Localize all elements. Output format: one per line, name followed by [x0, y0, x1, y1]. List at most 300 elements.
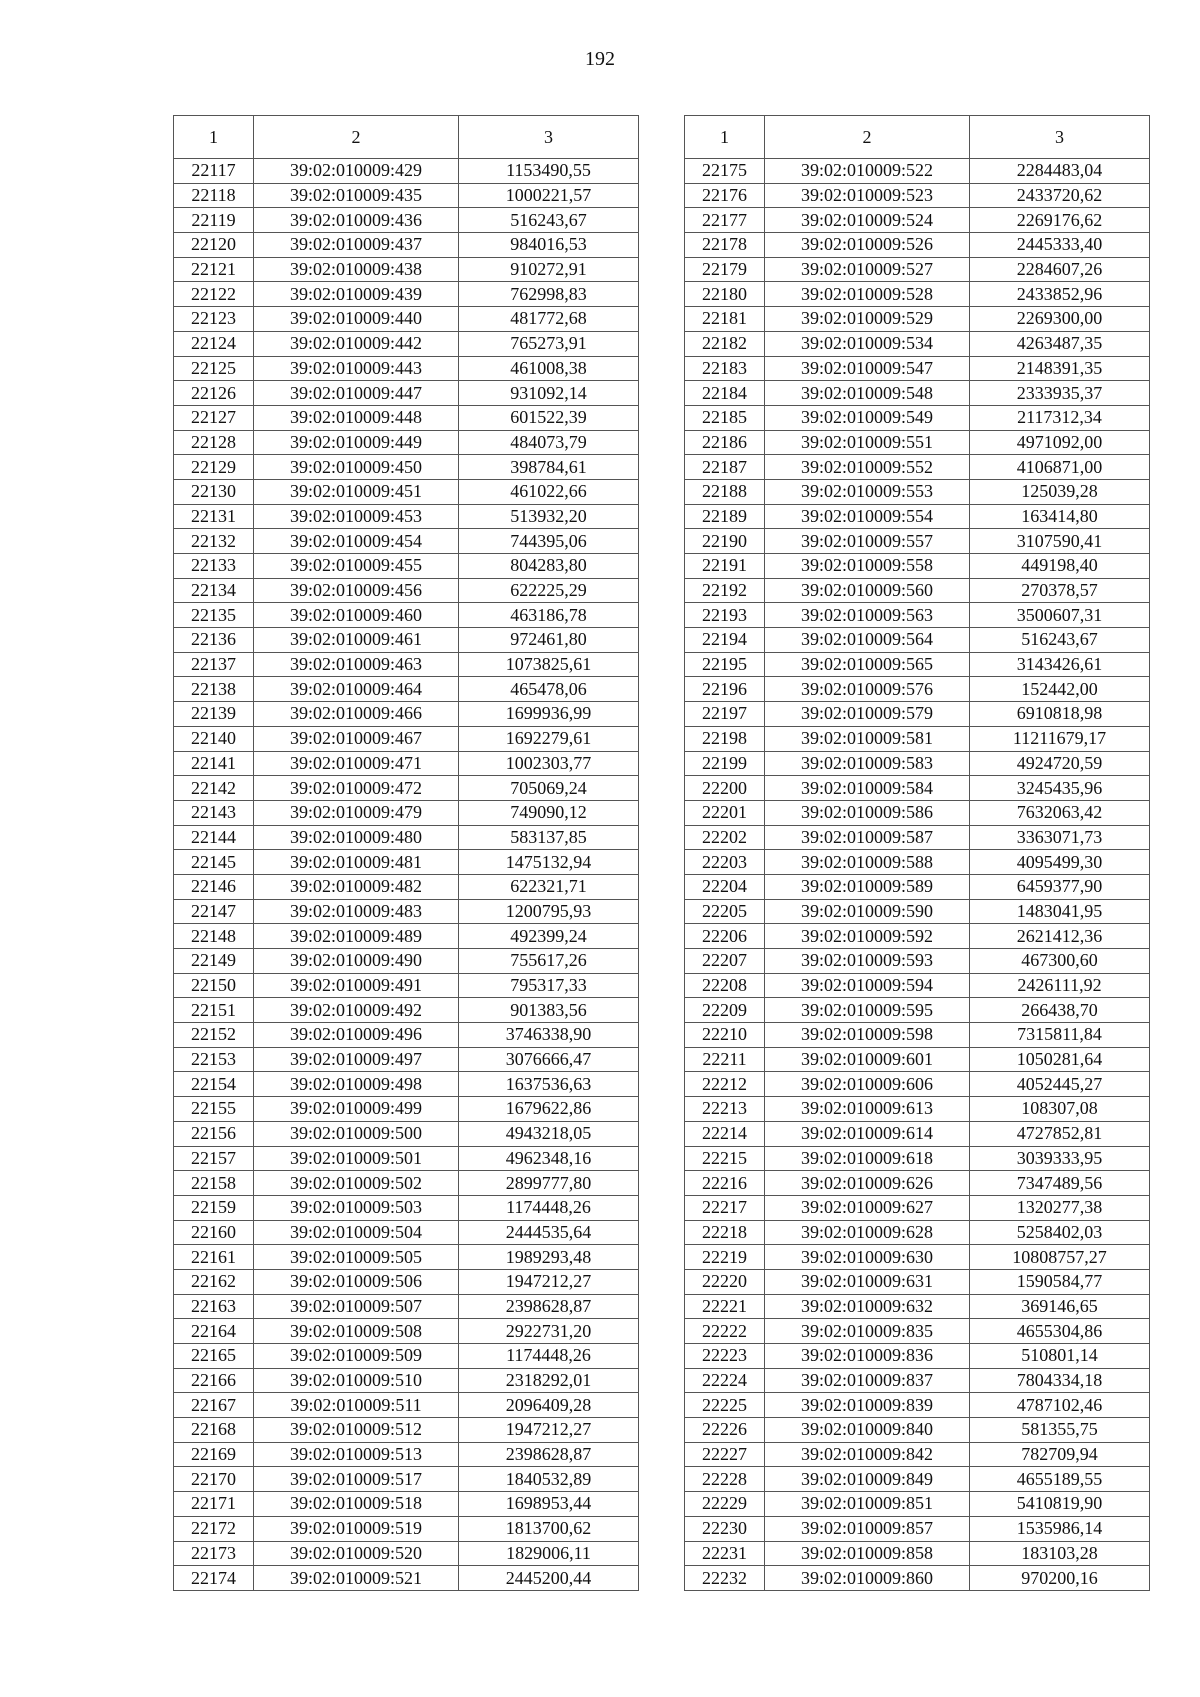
row-number-cell: 22181 — [685, 307, 765, 332]
row-number-cell: 22124 — [174, 331, 254, 356]
table-row — [685, 554, 1150, 579]
row-number-cell: 22231 — [685, 1541, 765, 1566]
table-row — [174, 1121, 639, 1146]
value-cell: 125039,28 — [970, 479, 1150, 504]
row-number-cell: 22192 — [685, 578, 765, 603]
cadastral-number-cell: 39:02:010009:448 — [254, 405, 459, 430]
row-number-cell: 22152 — [174, 1023, 254, 1048]
cadastral-number-cell: 39:02:010009:586 — [765, 800, 970, 825]
row-number-cell: 22176 — [685, 183, 765, 208]
value-cell: 4106871,00 — [970, 455, 1150, 480]
table-row — [174, 1566, 639, 1591]
table-row — [174, 504, 639, 529]
row-number-cell: 22199 — [685, 751, 765, 776]
row-number-cell: 22172 — [174, 1516, 254, 1541]
row-number-cell: 22159 — [174, 1195, 254, 1220]
cadastral-number-cell: 39:02:010009:518 — [254, 1492, 459, 1517]
cadastral-number-cell: 39:02:010009:439 — [254, 282, 459, 307]
cadastral-number-cell: 39:02:010009:858 — [765, 1541, 970, 1566]
table-row — [685, 1171, 1150, 1196]
row-number-cell: 22210 — [685, 1023, 765, 1048]
row-number-cell: 22230 — [685, 1516, 765, 1541]
value-cell: 4787102,46 — [970, 1393, 1150, 1418]
value-cell: 1813700,62 — [459, 1516, 639, 1541]
value-cell: 1840532,89 — [459, 1467, 639, 1492]
value-cell: 2433720,62 — [970, 183, 1150, 208]
cadastral-number-cell: 39:02:010009:496 — [254, 1023, 459, 1048]
value-cell: 481772,68 — [459, 307, 639, 332]
value-cell: 152442,00 — [970, 677, 1150, 702]
value-cell: 972461,80 — [459, 628, 639, 653]
value-cell: 463186,78 — [459, 603, 639, 628]
row-number-cell: 22150 — [174, 973, 254, 998]
column-header-3: 3 — [459, 116, 639, 159]
value-cell: 1002303,77 — [459, 751, 639, 776]
table-row — [174, 282, 639, 307]
row-number-cell: 22186 — [685, 430, 765, 455]
cadastral-number-cell: 39:02:010009:857 — [765, 1516, 970, 1541]
value-cell: 1829006,11 — [459, 1541, 639, 1566]
table-row — [685, 899, 1150, 924]
cadastral-number-cell: 39:02:010009:450 — [254, 455, 459, 480]
value-cell: 7347489,56 — [970, 1171, 1150, 1196]
table-row — [174, 603, 639, 628]
row-number-cell: 22183 — [685, 356, 765, 381]
table-row — [174, 628, 639, 653]
row-number-cell: 22204 — [685, 874, 765, 899]
column-header-3: 3 — [970, 116, 1150, 159]
value-cell: 705069,24 — [459, 776, 639, 801]
row-number-cell: 22130 — [174, 479, 254, 504]
value-cell: 510801,14 — [970, 1344, 1150, 1369]
value-cell: 3107590,41 — [970, 529, 1150, 554]
row-number-cell: 22126 — [174, 381, 254, 406]
cadastral-number-cell: 39:02:010009:548 — [765, 381, 970, 406]
row-number-cell: 22216 — [685, 1171, 765, 1196]
cadastral-number-cell: 39:02:010009:524 — [765, 208, 970, 233]
row-number-cell: 22174 — [174, 1566, 254, 1591]
table-row — [685, 356, 1150, 381]
table-row — [174, 800, 639, 825]
value-cell: 3076666,47 — [459, 1047, 639, 1072]
value-cell: 516243,67 — [970, 628, 1150, 653]
row-number-cell: 22118 — [174, 183, 254, 208]
table-row — [685, 874, 1150, 899]
row-number-cell: 22175 — [685, 159, 765, 184]
value-cell: 2445333,40 — [970, 233, 1150, 258]
table-row — [174, 825, 639, 850]
cadastral-number-cell: 39:02:010009:463 — [254, 652, 459, 677]
table-row — [685, 1269, 1150, 1294]
table-row — [685, 1220, 1150, 1245]
value-cell: 4095499,30 — [970, 850, 1150, 875]
row-number-cell: 22178 — [685, 233, 765, 258]
value-cell: 2117312,34 — [970, 405, 1150, 430]
value-cell: 484073,79 — [459, 430, 639, 455]
cadastral-number-cell: 39:02:010009:587 — [765, 825, 970, 850]
table-row — [174, 874, 639, 899]
value-cell: 583137,85 — [459, 825, 639, 850]
row-number-cell: 22132 — [174, 529, 254, 554]
value-cell: 2284607,26 — [970, 257, 1150, 282]
table-row — [174, 1294, 639, 1319]
table-row — [685, 726, 1150, 751]
row-number-cell: 22182 — [685, 331, 765, 356]
value-cell: 461022,66 — [459, 479, 639, 504]
row-number-cell: 22133 — [174, 554, 254, 579]
cadastral-number-cell: 39:02:010009:500 — [254, 1121, 459, 1146]
cadastral-number-cell: 39:02:010009:534 — [765, 331, 970, 356]
cadastral-number-cell: 39:02:010009:581 — [765, 726, 970, 751]
cadastral-number-cell: 39:02:010009:447 — [254, 381, 459, 406]
value-cell: 369146,65 — [970, 1294, 1150, 1319]
table-row — [174, 1047, 639, 1072]
value-cell: 1475132,94 — [459, 850, 639, 875]
table-row — [685, 1294, 1150, 1319]
table-row — [174, 1368, 639, 1393]
cadastral-number-cell: 39:02:010009:437 — [254, 233, 459, 258]
row-number-cell: 22209 — [685, 998, 765, 1023]
table-row — [685, 504, 1150, 529]
cadastral-number-cell: 39:02:010009:520 — [254, 1541, 459, 1566]
table-row — [174, 1541, 639, 1566]
cadastral-number-cell: 39:02:010009:507 — [254, 1294, 459, 1319]
table-row — [685, 282, 1150, 307]
row-number-cell: 22136 — [174, 628, 254, 653]
value-cell: 2433852,96 — [970, 282, 1150, 307]
cadastral-number-cell: 39:02:010009:549 — [765, 405, 970, 430]
row-number-cell: 22193 — [685, 603, 765, 628]
table-row — [685, 1195, 1150, 1220]
cadastral-number-cell: 39:02:010009:606 — [765, 1072, 970, 1097]
value-cell: 4052445,27 — [970, 1072, 1150, 1097]
row-number-cell: 22179 — [685, 257, 765, 282]
cadastral-number-cell: 39:02:010009:490 — [254, 949, 459, 974]
table-row — [685, 455, 1150, 480]
cadastral-number-cell: 39:02:010009:491 — [254, 973, 459, 998]
value-cell: 4263487,35 — [970, 331, 1150, 356]
value-cell: 467300,60 — [970, 949, 1150, 974]
value-cell: 4943218,05 — [459, 1121, 639, 1146]
row-number-cell: 22228 — [685, 1467, 765, 1492]
value-cell: 6910818,98 — [970, 702, 1150, 727]
table-row — [685, 850, 1150, 875]
row-number-cell: 22227 — [685, 1442, 765, 1467]
row-number-cell: 22196 — [685, 677, 765, 702]
table-row — [685, 1319, 1150, 1344]
cadastral-number-cell: 39:02:010009:508 — [254, 1319, 459, 1344]
value-cell: 2398628,87 — [459, 1442, 639, 1467]
cadastral-number-cell: 39:02:010009:504 — [254, 1220, 459, 1245]
cadastral-number-cell: 39:02:010009:506 — [254, 1269, 459, 1294]
cadastral-number-cell: 39:02:010009:429 — [254, 159, 459, 184]
value-cell: 1590584,77 — [970, 1269, 1150, 1294]
value-cell: 581355,75 — [970, 1418, 1150, 1443]
row-number-cell: 22125 — [174, 356, 254, 381]
row-number-cell: 22164 — [174, 1319, 254, 1344]
value-cell: 1698953,44 — [459, 1492, 639, 1517]
table-row — [685, 1492, 1150, 1517]
table-row — [174, 479, 639, 504]
value-cell: 765273,91 — [459, 331, 639, 356]
cadastral-number-cell: 39:02:010009:630 — [765, 1245, 970, 1270]
cadastral-number-cell: 39:02:010009:583 — [765, 751, 970, 776]
cadastral-number-cell: 39:02:010009:509 — [254, 1344, 459, 1369]
value-cell: 984016,53 — [459, 233, 639, 258]
row-number-cell: 22154 — [174, 1072, 254, 1097]
row-number-cell: 22202 — [685, 825, 765, 850]
row-number-cell: 22200 — [685, 776, 765, 801]
table-row — [685, 208, 1150, 233]
value-cell: 1174448,26 — [459, 1195, 639, 1220]
cadastral-number-cell: 39:02:010009:455 — [254, 554, 459, 579]
cadastral-number-cell: 39:02:010009:436 — [254, 208, 459, 233]
value-cell: 183103,28 — [970, 1541, 1150, 1566]
page-number: 192 — [585, 48, 615, 70]
value-cell: 2096409,28 — [459, 1393, 639, 1418]
row-number-cell: 22217 — [685, 1195, 765, 1220]
cadastral-number-cell: 39:02:010009:489 — [254, 924, 459, 949]
cadastral-number-cell: 39:02:010009:513 — [254, 1442, 459, 1467]
table-row — [685, 924, 1150, 949]
table-row — [685, 628, 1150, 653]
table-row — [685, 1023, 1150, 1048]
cadastral-number-cell: 39:02:010009:598 — [765, 1023, 970, 1048]
table-row — [174, 677, 639, 702]
value-cell: 2445200,44 — [459, 1566, 639, 1591]
value-cell: 2398628,87 — [459, 1294, 639, 1319]
table-row — [174, 751, 639, 776]
table-row — [174, 1492, 639, 1517]
cadastral-number-cell: 39:02:010009:576 — [765, 677, 970, 702]
table-row — [174, 307, 639, 332]
value-cell: 492399,24 — [459, 924, 639, 949]
table-row — [685, 800, 1150, 825]
row-number-cell: 22139 — [174, 702, 254, 727]
table-row — [685, 183, 1150, 208]
row-number-cell: 22194 — [685, 628, 765, 653]
cadastral-number-cell: 39:02:010009:451 — [254, 479, 459, 504]
row-number-cell: 22147 — [174, 899, 254, 924]
value-cell: 4727852,81 — [970, 1121, 1150, 1146]
value-cell: 163414,80 — [970, 504, 1150, 529]
cadastral-number-cell: 39:02:010009:526 — [765, 233, 970, 258]
row-number-cell: 22166 — [174, 1368, 254, 1393]
value-cell: 804283,80 — [459, 554, 639, 579]
row-number-cell: 22212 — [685, 1072, 765, 1097]
value-cell: 4962348,16 — [459, 1146, 639, 1171]
row-number-cell: 22128 — [174, 430, 254, 455]
row-number-cell: 22137 — [174, 652, 254, 677]
row-number-cell: 22191 — [685, 554, 765, 579]
row-number-cell: 22232 — [685, 1566, 765, 1591]
cadastral-number-cell: 39:02:010009:837 — [765, 1368, 970, 1393]
row-number-cell: 22180 — [685, 282, 765, 307]
cadastral-number-cell: 39:02:010009:501 — [254, 1146, 459, 1171]
row-number-cell: 22156 — [174, 1121, 254, 1146]
table-row — [174, 1344, 639, 1369]
cadastral-number-cell: 39:02:010009:443 — [254, 356, 459, 381]
table-row — [174, 1245, 639, 1270]
row-number-cell: 22189 — [685, 504, 765, 529]
value-cell: 6459377,90 — [970, 874, 1150, 899]
row-number-cell: 22214 — [685, 1121, 765, 1146]
cadastral-number-cell: 39:02:010009:626 — [765, 1171, 970, 1196]
right-table — [684, 115, 1150, 1591]
value-cell: 2269176,62 — [970, 208, 1150, 233]
value-cell: 4655304,86 — [970, 1319, 1150, 1344]
row-number-cell: 22134 — [174, 578, 254, 603]
table-row — [685, 159, 1150, 184]
row-number-cell: 22184 — [685, 381, 765, 406]
cadastral-number-cell: 39:02:010009:467 — [254, 726, 459, 751]
table-row — [174, 949, 639, 974]
table-row — [685, 381, 1150, 406]
row-number-cell: 22119 — [174, 208, 254, 233]
cadastral-number-cell: 39:02:010009:502 — [254, 1171, 459, 1196]
value-cell: 3500607,31 — [970, 603, 1150, 628]
table-row — [174, 554, 639, 579]
table-row — [174, 998, 639, 1023]
table-row — [685, 973, 1150, 998]
cadastral-number-cell: 39:02:010009:472 — [254, 776, 459, 801]
row-number-cell: 22155 — [174, 1097, 254, 1122]
table-row — [174, 702, 639, 727]
header-row — [174, 116, 639, 159]
row-number-cell: 22138 — [174, 677, 254, 702]
cadastral-number-cell: 39:02:010009:552 — [765, 455, 970, 480]
table-row — [174, 1220, 639, 1245]
cadastral-number-cell: 39:02:010009:454 — [254, 529, 459, 554]
row-number-cell: 22225 — [685, 1393, 765, 1418]
value-cell: 2444535,64 — [459, 1220, 639, 1245]
cadastral-number-cell: 39:02:010009:460 — [254, 603, 459, 628]
cadastral-number-cell: 39:02:010009:860 — [765, 1566, 970, 1591]
cadastral-number-cell: 39:02:010009:529 — [765, 307, 970, 332]
table-row — [174, 1269, 639, 1294]
value-cell: 1637536,63 — [459, 1072, 639, 1097]
row-number-cell: 22201 — [685, 800, 765, 825]
left-table — [173, 115, 639, 1591]
value-cell: 795317,33 — [459, 973, 639, 998]
value-cell: 901383,56 — [459, 998, 639, 1023]
row-number-cell: 22224 — [685, 1368, 765, 1393]
table-row — [174, 1023, 639, 1048]
table-row — [174, 578, 639, 603]
row-number-cell: 22171 — [174, 1492, 254, 1517]
value-cell: 4655189,55 — [970, 1467, 1150, 1492]
table-row — [685, 1467, 1150, 1492]
value-cell: 461008,38 — [459, 356, 639, 381]
row-number-cell: 22168 — [174, 1418, 254, 1443]
value-cell: 1947212,27 — [459, 1418, 639, 1443]
table-row — [174, 924, 639, 949]
table-row — [174, 1319, 639, 1344]
cadastral-number-cell: 39:02:010009:601 — [765, 1047, 970, 1072]
table-row — [685, 1393, 1150, 1418]
table-row — [685, 825, 1150, 850]
cadastral-number-cell: 39:02:010009:842 — [765, 1442, 970, 1467]
cadastral-number-cell: 39:02:010009:613 — [765, 1097, 970, 1122]
cadastral-number-cell: 39:02:010009:521 — [254, 1566, 459, 1591]
value-cell: 2922731,20 — [459, 1319, 639, 1344]
row-number-cell: 22151 — [174, 998, 254, 1023]
value-cell: 1535986,14 — [970, 1516, 1150, 1541]
row-number-cell: 22131 — [174, 504, 254, 529]
cadastral-number-cell: 39:02:010009:464 — [254, 677, 459, 702]
table-row — [685, 1072, 1150, 1097]
table-row — [174, 1146, 639, 1171]
cadastral-number-cell: 39:02:010009:558 — [765, 554, 970, 579]
value-cell: 3245435,96 — [970, 776, 1150, 801]
cadastral-number-cell: 39:02:010009:627 — [765, 1195, 970, 1220]
table-row — [685, 1146, 1150, 1171]
table-row — [174, 1393, 639, 1418]
row-number-cell: 22226 — [685, 1418, 765, 1443]
cadastral-number-cell: 39:02:010009:563 — [765, 603, 970, 628]
header-row — [685, 116, 1150, 159]
cadastral-number-cell: 39:02:010009:505 — [254, 1245, 459, 1270]
cadastral-number-cell: 39:02:010009:835 — [765, 1319, 970, 1344]
table-row — [174, 529, 639, 554]
table-row — [174, 850, 639, 875]
row-number-cell: 22190 — [685, 529, 765, 554]
value-cell: 755617,26 — [459, 949, 639, 974]
table-row — [685, 1097, 1150, 1122]
cadastral-number-cell: 39:02:010009:442 — [254, 331, 459, 356]
table-row — [174, 652, 639, 677]
table-row — [685, 233, 1150, 258]
table-row — [174, 726, 639, 751]
value-cell: 3363071,73 — [970, 825, 1150, 850]
table-row — [174, 1097, 639, 1122]
value-cell: 622225,29 — [459, 578, 639, 603]
cadastral-number-cell: 39:02:010009:594 — [765, 973, 970, 998]
row-number-cell: 22121 — [174, 257, 254, 282]
row-number-cell: 22195 — [685, 652, 765, 677]
table-row — [174, 183, 639, 208]
row-number-cell: 22223 — [685, 1344, 765, 1369]
table-row — [685, 529, 1150, 554]
table-row — [174, 1467, 639, 1492]
cadastral-number-cell: 39:02:010009:482 — [254, 874, 459, 899]
cadastral-number-cell: 39:02:010009:497 — [254, 1047, 459, 1072]
cadastral-number-cell: 39:02:010009:584 — [765, 776, 970, 801]
row-number-cell: 22140 — [174, 726, 254, 751]
value-cell: 2269300,00 — [970, 307, 1150, 332]
row-number-cell: 22162 — [174, 1269, 254, 1294]
cadastral-number-cell: 39:02:010009:479 — [254, 800, 459, 825]
cadastral-number-cell: 39:02:010009:498 — [254, 1072, 459, 1097]
table-row — [685, 603, 1150, 628]
cadastral-number-cell: 39:02:010009:589 — [765, 874, 970, 899]
value-cell: 7315811,84 — [970, 1023, 1150, 1048]
cadastral-number-cell: 39:02:010009:480 — [254, 825, 459, 850]
row-number-cell: 22203 — [685, 850, 765, 875]
cadastral-number-cell: 39:02:010009:631 — [765, 1269, 970, 1294]
cadastral-number-cell: 39:02:010009:456 — [254, 578, 459, 603]
value-cell: 7632063,42 — [970, 800, 1150, 825]
row-number-cell: 22153 — [174, 1047, 254, 1072]
table-row — [685, 1516, 1150, 1541]
cadastral-number-cell: 39:02:010009:547 — [765, 356, 970, 381]
cadastral-number-cell: 39:02:010009:510 — [254, 1368, 459, 1393]
value-cell: 1050281,64 — [970, 1047, 1150, 1072]
value-cell: 1947212,27 — [459, 1269, 639, 1294]
value-cell: 622321,71 — [459, 874, 639, 899]
table-row — [685, 677, 1150, 702]
right-table-body — [685, 159, 1150, 1591]
